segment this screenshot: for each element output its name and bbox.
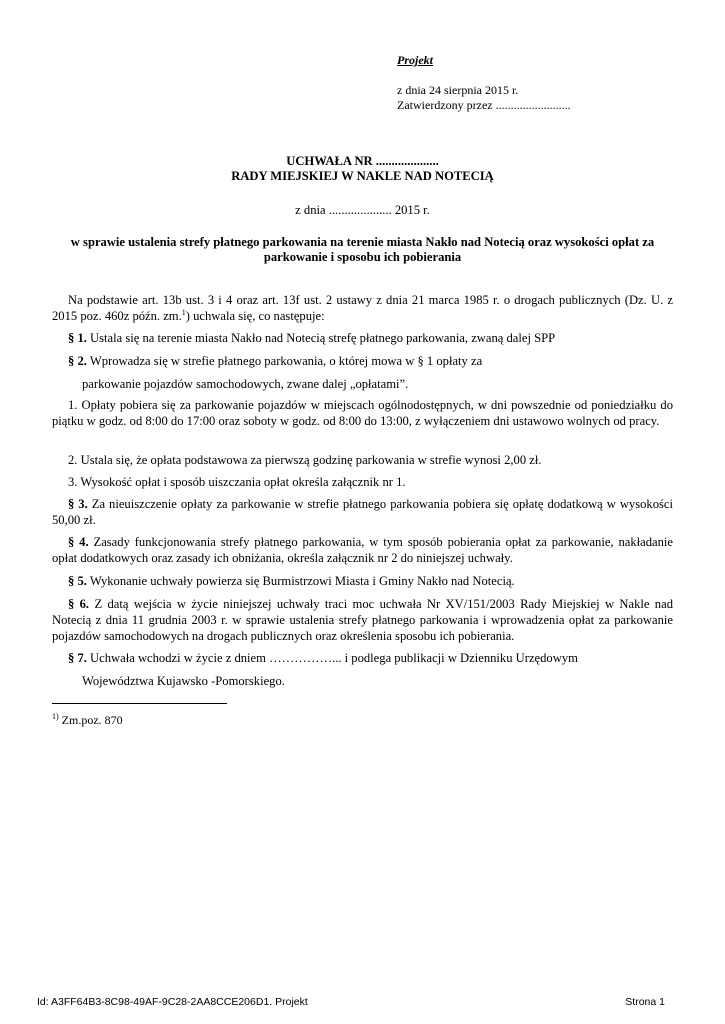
preamble-text: Na podstawie art. 13b ust. 3 i 4 oraz art. 13f ust. 2 ustawy z dnia 21 marca 1985 r. o drogach publicznych (Dz. U. z 2015 poz. 460z późn. zm. [52,293,673,323]
paragraph-1 [52,330,673,346]
paragraph-4 [52,534,673,566]
paragraph-number: § 2. [68,354,87,368]
footnote-text: Zm.poz. 870 [58,713,123,727]
paragraph-text: Z datą wejścia w życie niniejszej uchwały traci moc uchwała Nr XV/151/2003 Rady Miejskiej w Nakle nad Notecią z dnia 11 grudnia 2003 r. w sprawie ustalenia strefy płatnego parkowania i wprowadzenia opłat za parkowanie pojazdów samochodowych na drogach publicznych oraz określenia sposobu ich pobierania. [52,597,673,643]
subject-line-2: parkowanie i sposobu ich pobierania [263,250,462,264]
paragraph-2-item-3: 3. Wysokość opłat i sposób uiszczania opłat określa załącznik nr 1. [68,475,406,489]
document-id: Id: A3FF64B3-8C98-49AF-9C28-2AA8CCE206D1. Projekt [37,996,308,1008]
paragraph-3 [52,496,673,528]
paragraph-number: § 1. [68,331,87,345]
paragraph-2 [52,353,673,369]
paragraph-text: Wykonanie uchwały powierza się Burmistrzowi Miasta i Gminy Nakło nad Notecią. [89,574,515,588]
paragraph-text: Za nieuiszczenie opłaty za parkowanie w strefie płatnego parkowania pobiera się opłatę dodatkową w wysokości 50,00 zł. [52,497,674,527]
preamble-text-end: ) uchwala się, co następuje: [185,309,325,323]
preamble [52,292,673,324]
footnote-ref: 1 [181,307,186,317]
paragraph-text: Wprowadza się w strefie płatnego parkowania, o której mowa w § 1 opłaty za [89,354,483,368]
footnote-separator [52,703,227,704]
project-label: Projekt [397,53,433,67]
approved-by: Zatwierdzony przez ......................... [397,98,571,112]
paragraph-number: § 5. [68,574,87,588]
paragraph-7 [52,650,673,666]
paragraph-number: § 3. [68,497,88,511]
footnote-marker: 1) [52,712,59,721]
paragraph-text: Zasady funkcjonowania strefy płatnego parkowania, w tym sposób pobierania opłat za parkowanie, nakładanie opłat dodatkowych oraz zasady ich obniżania, określa załącznik nr 2 do niniejszej uchwały. [52,535,674,565]
paragraph-number: § 4. [68,535,89,549]
draft-date: z dnia 24 sierpnia 2015 r. [397,83,519,97]
paragraph-text: Uchwała wchodzi w życie z dniem ……………... i podlega publikacji w Dzienniku Urzędowym [90,651,578,665]
resolution-date: z dnia .................... 2015 r. [295,203,430,217]
paragraph-7-continuation: Województwa Kujawsko -Pomorskiego. [82,674,285,688]
paragraph-6 [52,596,673,644]
paragraph-2-continuation: parkowanie pojazdów samochodowych, zwane dalej „opłatami”. [82,377,409,391]
paragraph-number: § 7. [68,651,87,665]
paragraph-text: Ustala się na terenie miasta Nakło nad Notecią strefę płatnego parkowania, zwaną dalej SPP [90,331,556,345]
subject-line-1: w sprawie ustalenia strefy płatnego parkowania na terenie miasta Nakło nad Notecią oraz wysokości opłat za [70,235,655,249]
footnote [52,712,123,728]
page-number: Strona 1 [625,996,665,1008]
council-name: RADY MIEJSKIEJ W NAKLE NAD NOTECIĄ [231,169,494,183]
resolution-number: UCHWAŁA NR .................... [286,154,439,168]
paragraph-number: § 6. [68,597,90,611]
paragraph-2-item-2: 2. Ustala się, że opłata podstawowa za pierwszą godzinę parkowania w strefie wynosi 2,00 zł. [68,453,542,467]
paragraph-2-item-1: 1. Opłaty pobiera się za parkowanie pojazdów w miejscach ogólnodostępnych, w dni powszednie od poniedziałku do piątku w godz. od 8:00 do 17:00 oraz soboty w godz. od 8:00 do 13:00, z wyłączeniem dni ustawowo wolnych od pracy. [52,398,673,428]
paragraph-5 [52,573,673,589]
